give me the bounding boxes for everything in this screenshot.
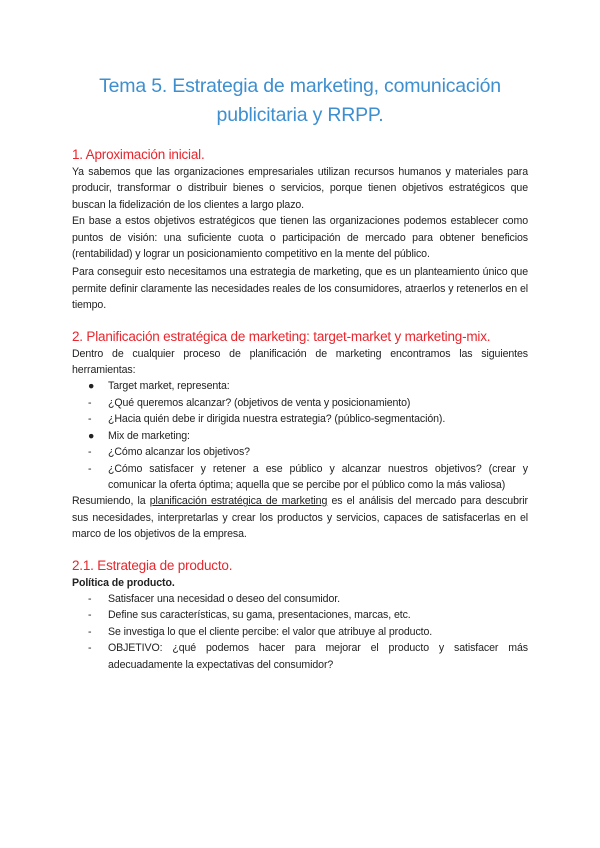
list-item [72, 640, 528, 673]
dash-marker: - [88, 592, 92, 605]
section-2-body [72, 346, 528, 543]
list-item-text: ¿Qué queremos alcanzar? (objetivos de venta y posicionamiento) [108, 396, 411, 409]
summary-paragraph [72, 493, 528, 542]
list-item-text: Mix de marketing: [108, 429, 190, 442]
list-item [72, 428, 528, 444]
list-item [72, 461, 528, 494]
section-1-body [72, 164, 528, 314]
list-item-text: Se investiga lo que el cliente percibe: el valor que atribuye al producto. [108, 625, 433, 638]
dash-marker: - [88, 446, 92, 459]
dash-marker: - [88, 625, 92, 638]
list-item-text: Target market, representa: [108, 380, 230, 393]
paragraph: Ya sabemos que las organizaciones empresariales utilizan recursos humanos y materiales para producir, transformar o distribuir bienes o servicios, porque tienen objetivos estratégicos que buscan la fidelización de los clientes a largo plazo. [72, 166, 528, 211]
document-page [72, 0, 528, 673]
list-item [72, 624, 528, 640]
list-item-text: ¿Cómo alcanzar los objetivos? [108, 446, 250, 459]
list-item [72, 395, 528, 411]
tools-list [72, 378, 528, 493]
list-item-text: ¿Hacia quién debe ir dirigida nuestra estrategia? (público-segmentación). [108, 413, 446, 426]
paragraph: En base a estos objetivos estratégicos que tienen las organizaciones podemos establecer como puntos de visión: una suficiente cuota o participación de mercado para obtener beneficios (rentabilidad) y lograr un posicionamiento competitivo en la mente del público. [72, 215, 528, 261]
document-title: Tema 5. Estrategia de marketing, comunicación publicitaria y RRPP. [99, 75, 501, 126]
section-2-heading: 2. Planificación estratégica de marketing: target-market y marketing-mix. [72, 328, 491, 344]
list-item-text: Define sus características, su gama, presentaciones, marcas, etc. [108, 609, 411, 622]
list-item [72, 411, 528, 427]
summary-text: Resumiendo, la [72, 495, 150, 508]
subheading: Política de producto. [72, 576, 175, 589]
summary-text: es el análisis del mercado para descubrir sus necesidades, interpretarlas y crear los productos y servicios, capaces de satisfacerlas en el marco de los objetivos de la empresa. [72, 495, 528, 541]
list-item-text: ¿Cómo satisfacer y retener a ese público y alcanzar nuestros objetivos? (crear y comunicar la oferta óptima; aquella que se percibe por el público como la más valiosa) [108, 462, 528, 491]
paragraph: Para conseguir esto necesitamos una estrategia de marketing, que es un planteamiento único que permite definir claramente las necesidades reales de los consumidores, atraerlos y retenerlos en el tiempo. [72, 266, 528, 312]
product-policy-list [72, 591, 528, 673]
dash-marker: - [88, 642, 92, 655]
list-item [72, 607, 528, 623]
section-1-heading: 1. Aproximación inicial. [72, 147, 205, 162]
dash-marker: - [88, 609, 92, 622]
list-item-text: OBJETIVO: ¿qué podemos hacer para mejorar el producto y satisfacer más adecuadamente la expectativas del consumidor? [108, 642, 528, 671]
list-item [72, 378, 528, 394]
dash-marker: - [88, 396, 92, 409]
section-2-1-heading: 2.1. Estrategia de producto. [72, 557, 233, 573]
bullet-icon: ● [88, 380, 95, 393]
dash-marker: - [88, 413, 92, 426]
underlined-term: planificación estratégica de marketing [149, 495, 328, 508]
paragraph: Dentro de cualquier proceso de planificación de marketing encontramos las siguientes herramientas: [72, 347, 528, 377]
list-item [72, 591, 528, 607]
section-2-1-body [72, 575, 528, 673]
list-item-text: Satisfacer una necesidad o deseo del consumidor. [108, 592, 340, 605]
list-item [72, 444, 528, 460]
bullet-icon: ● [88, 429, 95, 442]
dash-marker: - [88, 462, 92, 475]
